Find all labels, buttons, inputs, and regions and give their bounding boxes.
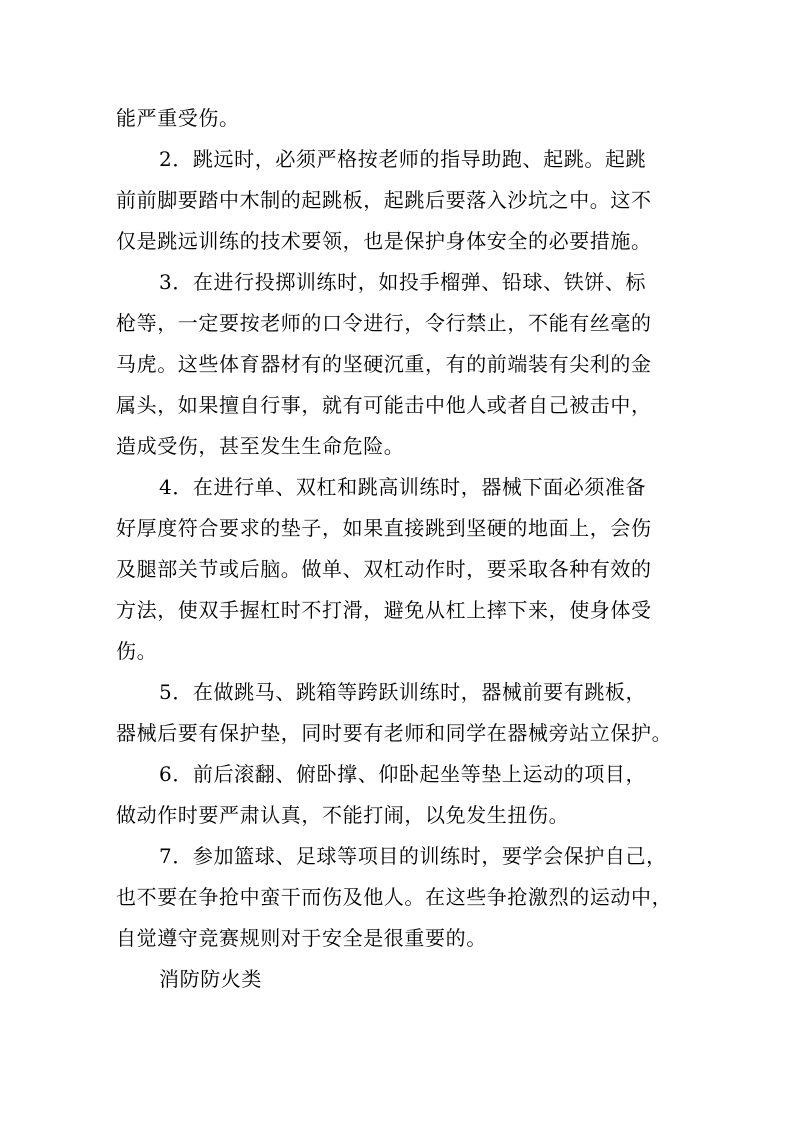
text-line: 自觉遵守竞赛规则对于安全是很重要的。 <box>116 926 487 950</box>
text-line: 枪等，一定要按老师的口令进行，令行禁止，不能有丝毫的 <box>116 311 652 335</box>
text-line: 仅是跳远训练的技术要领，也是保护身体安全的必要措施。 <box>116 229 652 253</box>
text-line: 马虎。这些体育器材有的坚硬沉重，有的前端装有尖利的金 <box>116 352 652 376</box>
text-line: 做动作时要严肃认真，不能打闹，以免发生扭伤。 <box>116 803 570 827</box>
text-line: 及腿部关节或后脑。做单、双杠动作时，要采取各种有效的 <box>116 557 652 581</box>
text-line: 能严重受伤。 <box>116 106 240 130</box>
text-line: 伤。 <box>116 639 158 663</box>
text-line: 器械后要有保护垫，同时要有老师和同学在器械旁站立保护。 <box>116 721 673 745</box>
paragraph-item-6: 6．前后滚翻、俯卧撑、仰卧起坐等垫上运动的项目， <box>159 762 647 786</box>
paragraph-item-4: 4．在进行单、双杠和跳高训练时，器械下面必须准备 <box>159 475 647 499</box>
paragraph-item-3: 3．在进行投掷训练时，如投手榴弹、铅球、铁饼、标 <box>159 270 647 294</box>
text-line: 造成受伤，甚至发生生命危险。 <box>116 434 405 458</box>
text-line: 也不要在争抢中蛮干而伤及他人。在这些争抢激烈的运动中， <box>116 885 673 909</box>
section-heading: 消防防火类 <box>159 967 262 991</box>
text-line: 前前脚要踏中木制的起跳板，起跳后要落入沙坑之中。这不 <box>116 188 652 212</box>
paragraph-item-2: 2．跳远时，必须严格按老师的指导助跑、起跳。起跳 <box>159 147 647 171</box>
text-line: 好厚度符合要求的垫子，如果直接跳到坚硬的地面上，会伤 <box>116 516 652 540</box>
text-line: 方法，使双手握杠时不打滑，避免从杠上摔下来，使身体受 <box>116 598 652 622</box>
paragraph-item-5: 5．在做跳马、跳箱等跨跃训练时，器械前要有跳板， <box>159 680 647 704</box>
text-line: 属头，如果擅自行事，就有可能击中他人或者自己被击中， <box>116 393 652 417</box>
paragraph-item-7: 7．参加篮球、足球等项目的训练时，要学会保护自己， <box>159 844 667 868</box>
